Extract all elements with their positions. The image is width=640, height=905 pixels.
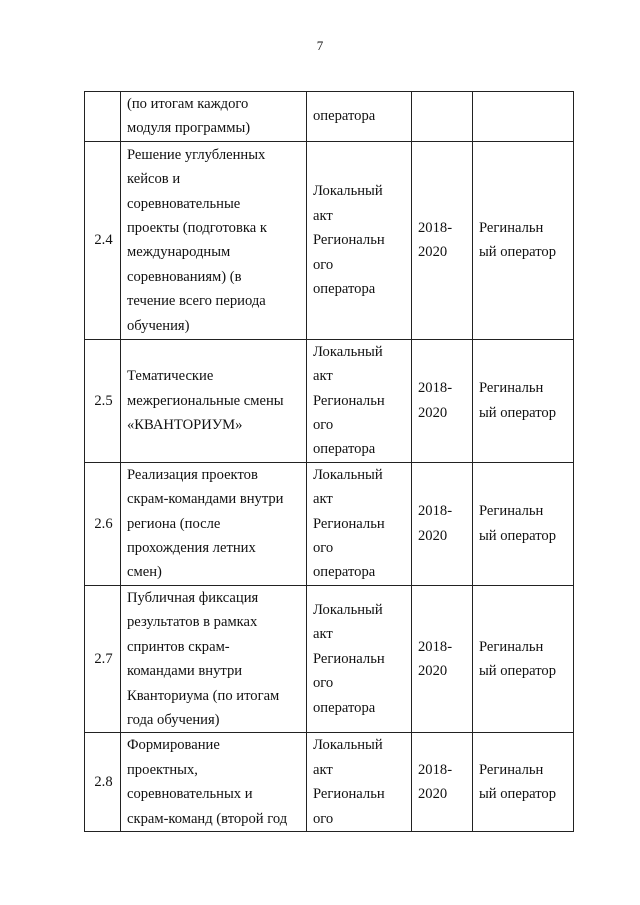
- document-cell: оператора: [307, 92, 412, 142]
- responsible-cell: Регинальн ый оператор: [473, 733, 574, 832]
- period-cell: [412, 92, 473, 142]
- document-cell: Локальный акт Региональн ого оператора: [307, 462, 412, 585]
- document-cell: Локальный акт Региональн ого: [307, 733, 412, 832]
- responsible-cell: Регинальн ый оператор: [473, 462, 574, 585]
- page-number: 7: [316, 38, 324, 53]
- event-cell: (по итогам каждого модуля программы): [121, 92, 307, 142]
- event-cell: Тематические межрегиональные смены «КВАНТОРИУМ»: [121, 339, 307, 462]
- document-cell: Локальный акт Региональн ого оператора: [307, 339, 412, 462]
- period-cell: 2018- 2020: [412, 585, 473, 732]
- row-number-cell: 2.5: [85, 339, 121, 462]
- row-number-cell: 2.7: [85, 585, 121, 732]
- event-cell: Публичная фиксация результатов в рамках спринтов скрам- командами внутри Кванториума (по итогам года обучения): [121, 585, 307, 732]
- row-number-cell: 2.6: [85, 462, 121, 585]
- table-row: [85, 733, 574, 832]
- responsible-cell: Регинальн ый оператор: [473, 141, 574, 339]
- row-number-cell: 2.4: [85, 141, 121, 339]
- event-cell: Решение углубленных кейсов и соревновательные проекты (подготовка к международным соревнованиям) (в течение всего периода обучения): [121, 141, 307, 339]
- period-cell: 2018- 2020: [412, 733, 473, 832]
- row-number-cell: 2.8: [85, 733, 121, 832]
- row-number-cell: [85, 92, 121, 142]
- table-row: [85, 462, 574, 585]
- event-cell: Реализация проектов скрам-командами внутри региона (после прохождения летних смен): [121, 462, 307, 585]
- table-row: [85, 92, 574, 142]
- responsible-cell: Регинальн ый оператор: [473, 585, 574, 732]
- document-cell: Локальный акт Региональн ого оператора: [307, 585, 412, 732]
- table-row: [85, 141, 574, 339]
- document-cell: Локальный акт Региональн ого оператора: [307, 141, 412, 339]
- table-row: [85, 339, 574, 462]
- event-cell: Формирование проектных, соревновательных и скрам-команд (второй год: [121, 733, 307, 832]
- period-cell: 2018- 2020: [412, 462, 473, 585]
- period-cell: 2018- 2020: [412, 141, 473, 339]
- table-row: [85, 585, 574, 732]
- responsible-cell: [473, 92, 574, 142]
- responsible-cell: Регинальн ый оператор: [473, 339, 574, 462]
- period-cell: 2018- 2020: [412, 339, 473, 462]
- events-table: [84, 91, 574, 832]
